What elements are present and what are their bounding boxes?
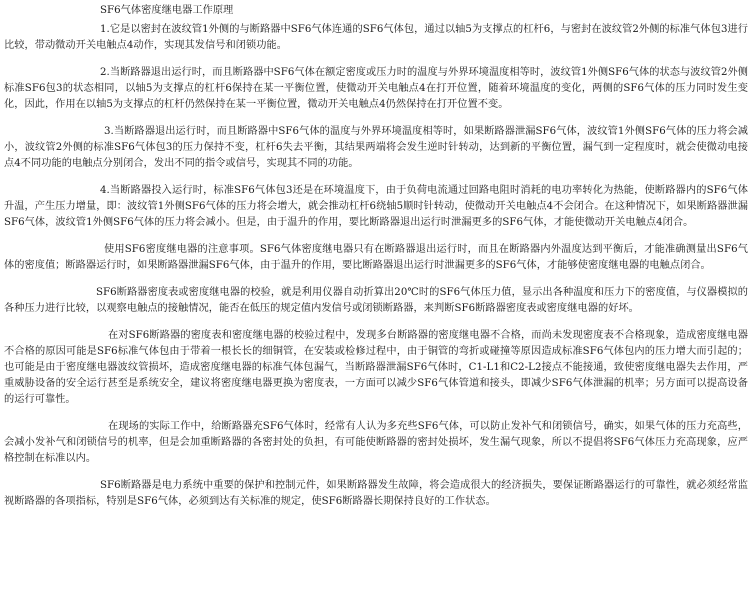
paragraph-8: 在现场的实际工作中，给断路器充SF6气体时，经常有人认为多充些SF6气体，可以防止发补气和闭锁信号，确实，如果气体的压力充高些，会减小发补气和闭锁信号的机率，但是会加重断路器的各密封处的负担，有可能使断路器的密封处损坏，发生漏气现象，所以不提倡将SF6气体压力充高现象，应严格控制在标准以内。 <box>4 421 748 464</box>
paragraph-3: 3.当断路器退出运行时，而且断路器中SF6气体的温度与外界环境温度相等时，如果断路器泄漏SF6气体，波纹管1外侧SF6气体的压力将会减小，波纹管2外侧的标准SF6气体包3的压力保持不变，杠杆6失去平衡，其结果两端将会发生逆时针转动，达到新的平衡位置，漏气到一定程度时，就会使微动电接点4不同功能的电触点分别闭合，发出不同的指令或信号，实现其不同的功能。 <box>4 126 748 169</box>
paragraph-7: 在对SF6断路器的密度表和密度继电器的校验过程中，发现多台断路器的密度继电器不合格，而尚未发现密度表不合格现象，造成密度继电器不合格的原因可能是SF6标准气体包由于带着一根长长的细铜管，在安装或检修过程中，由于铜管的弯折或碰撞等原因造成标准SF6气体包内的压力增大而引起的；也可能是由于密度继电器波纹管损坏，造成密度继电器的标准气体包漏气，当断路器泄漏SF6气体时，C1-L1和C2-L2接点不能接通，致使密度继电器失去作用，严重威胁设备的安全运行甚至是系统安全，建议将密度继电器更换为密度表，一方面可以减少SF6气体管道和接头，即减少SF6气体泄漏的机率；另方面可以提高设备的运行可靠性。 <box>4 330 748 405</box>
paragraph-5: 使用SF6密度继电器的注意事项。SF6气体密度继电器只有在断路器退出运行时，而且在断路器内外温度达到平衡后，才能准确测量出SF6气体的密度值；断路器运行时，如果断路器泄漏SF6气体，由于温升的作用，要比断路器退出运行时泄漏更多的SF6气体，才能够使密度继电器的电触点闭合。 <box>4 244 748 271</box>
document-body <box>4 3 748 521</box>
paragraph-6: SF6断路器密度表或密度继电器的校验，就是利用仪器自动折算出20℃时的SF6气体压力值，显示出各种温度和压力下的密度值，与仪器模拟的各种压力进行比较，以观察电触点的接触情况，能否在低压的规定值内发信号或闭锁断路器，来判断SF6断路器密度表或密度继电器的好坏。 <box>4 287 748 314</box>
paragraph-4: 4.当断路器投入运行时，标准SF6气体包3还是在环境温度下，由于负荷电流通过回路电阻时消耗的电功率转化为热能，使断路器内的SF6气体升温，产生压力增量，即：波纹管1外侧SF6气体的压力将会增大，就会推动杠杆6绕轴5顺时针转动，使微动开关电触点4不会闭合。在这种情况下，如果断路器泄漏SF6气体，波纹管1外侧SF6气体的压力将会减小。但是，由于温升的作用，要比断路器退出运行时泄漏更多的SF6气体，才能使微动开关电触点4闭合。 <box>4 185 748 228</box>
paragraph-2: 2.当断路器退出运行时，而且断路器中SF6气体在额定密度或压力时的温度与外界环境温度相等时，波纹管1外侧SF6气体的状态与波纹管2外侧标准SF6包3的状态相同，以轴5为支撑点的杠杆6保持在某一平衡位置，使微动开关电触点4在打开位置，随着环境温度的变化，两侧的SF6气体的压力同时发生变化，因此，作用在以轴5为支撑点的杠杆仍然保持在某一平衡位置，微动开关电触点4仍然保持在打开位置不变。 <box>4 67 748 110</box>
document-title: SF6气体密度继电器工作原理 <box>100 5 234 16</box>
paragraph-1: 1.它是以密封在波纹管1外侧的与断路器中SF6气体连通的SF6气体包，通过以轴5为支撑点的杠杆6，与密封在波纹管2外侧的标准气体包3进行比较，带动微动开关电触点4动作，实现其发信号和闭锁功能。 <box>4 24 748 51</box>
paragraph-9: SF6断路器是电力系统中重要的保护和控制元件，如果断路器发生故障，将会造成很大的经济损失，要保证断路器运行的可靠性，就必须经常监视断路器的各项指标，特别是SF6气体，必须到达有关标准的规定，使SF6断路器长期保持良好的工作状态。 <box>4 480 748 507</box>
